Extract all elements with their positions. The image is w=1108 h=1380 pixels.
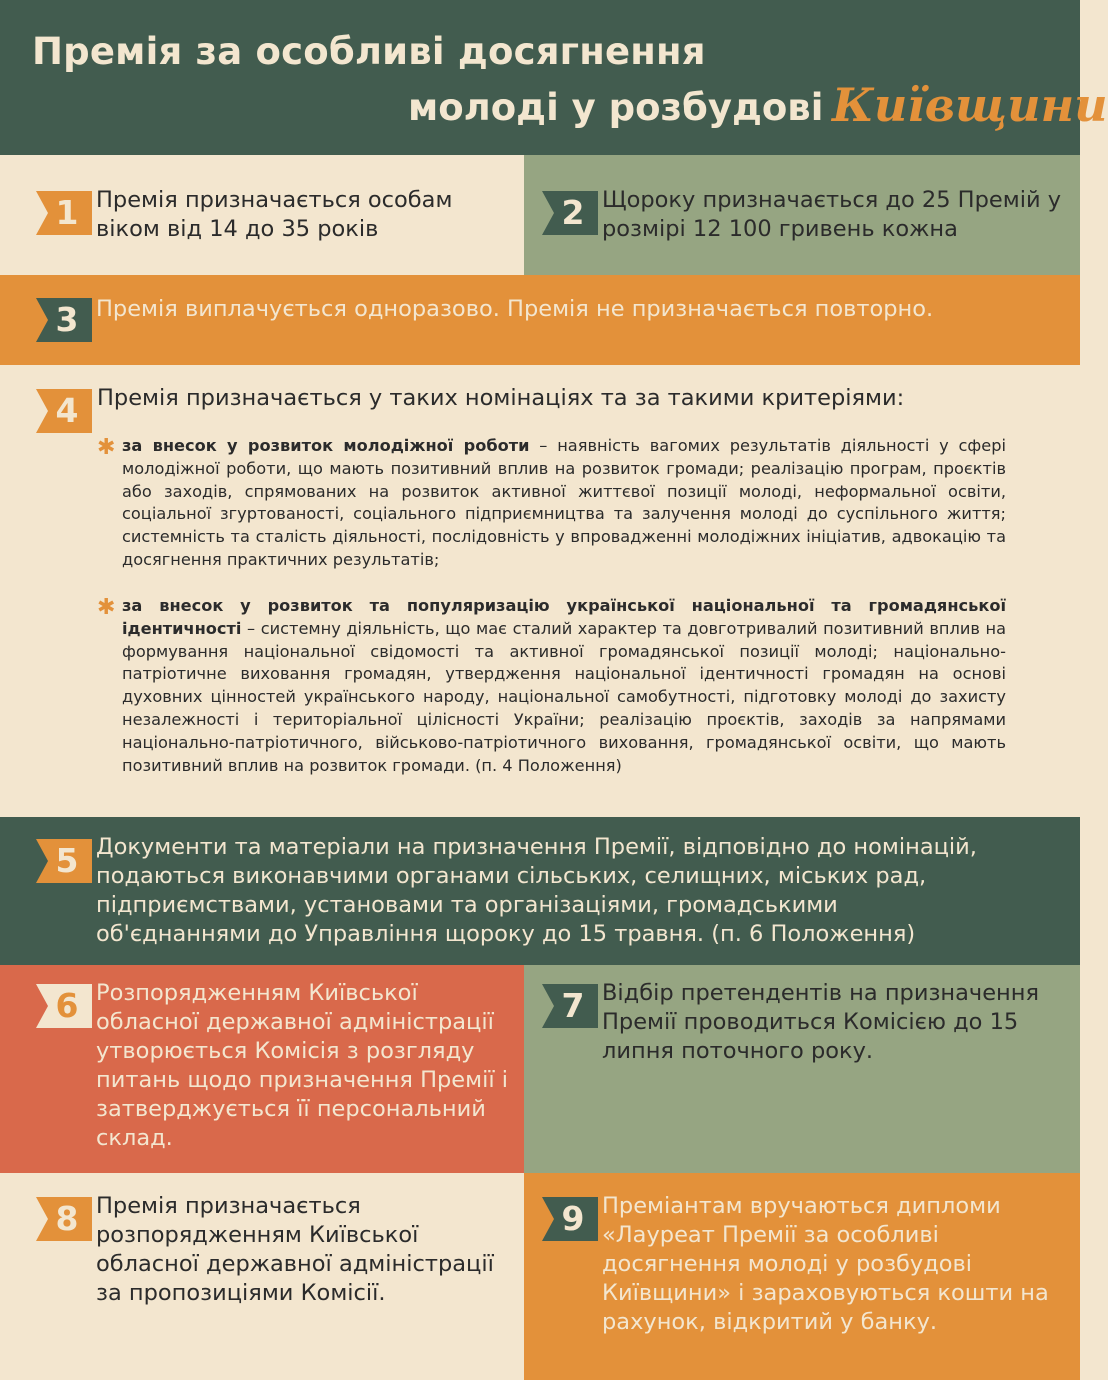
header-banner (0, 0, 1108, 155)
item-6 (0, 965, 524, 1173)
number-badge-9: 9 (542, 1197, 598, 1241)
item-4 (0, 365, 1080, 817)
number-badge-7: 7 (542, 984, 598, 1028)
asterisk-icon: ✱ (97, 435, 116, 460)
criterion-1-body: – наявність вагомих результатів діяльності у сфері молодіжної роботи, що мають позитивний вплив на розвиток громади; реалізацію програм, проєктів або заходів, спрямованих на розвиток активної життєвої позиції молоді, неформальної освіти, соціальної згуртованості, соціального підприємництва та залучення молоді до суспільного життя; системність та сталість діяльності, послідовність у впровадженні молодіжних ініціатив, адвокацію та досягнення практичних результатів; (122, 436, 1006, 569)
item-9 (524, 1173, 1080, 1380)
item-1 (0, 155, 524, 275)
item-8 (0, 1173, 524, 1380)
page-title-line2: молоді у розбудові (408, 86, 824, 129)
item-5-text: Документи та матеріали на призначення Премії, відповідно до номінацій, подаються виконавчими органами сільських, селищних, міських рад, підприємствами, установами та організаціями, громадськими об'єднаннями до Управління щороку до 15 травня. (п. 6 Положення) (96, 834, 977, 947)
criterion-1-title: за внесок у розвиток молодіжної роботи (122, 436, 530, 455)
number-badge-5: 5 (36, 839, 92, 883)
number-badge-8: 8 (36, 1197, 92, 1241)
asterisk-icon: ✱ (97, 595, 116, 620)
number-badge-1: 1 (36, 191, 92, 235)
page-title-brand: Київщини (832, 78, 1108, 132)
item-3 (0, 275, 1080, 365)
criterion-2 (122, 595, 1006, 777)
item-3-text: Премія виплачується одноразово. Премія не призначається повторно. (96, 296, 934, 322)
item-5 (0, 817, 1080, 965)
number-badge-3: 3 (36, 298, 92, 342)
item-9-text: Преміантам вручаються дипломи «Лауреат Премії за особливі досягнення молоді у розбудові Київщини» і зараховуються кошти на рахунок, відкритий у банку. (602, 1193, 1049, 1335)
criterion-1 (122, 435, 1006, 572)
number-badge-2: 2 (542, 191, 598, 235)
criterion-2-title: за внесок у розвиток та популяризацію української національної та громадянської ідентичності (122, 596, 1006, 638)
page-title-line1: Премія за особливі досягнення (32, 30, 706, 73)
item-7 (524, 965, 1080, 1173)
number-badge-4: 4 (36, 389, 92, 433)
item-2-text: Щороку призначається до 25 Премій у розмірі 12 100 гривень кожна (602, 187, 1062, 242)
criterion-2-body: – системну діяльність, що має сталий характер та довготривалий позитивний вплив на формування національної свідомості та активної громадянської позиції молоді; національно-патріотичне виховання громадян, утвердження національної ідентичності громадян на основі духовних цінностей українського народу, національної самобутності, підготовку молоді до захисту незалежності і територіальної цілісності України; реалізацію проєктів, заходів за напрямами національно-патріотичного, військово-патріотичного виховання, громадянської освіти, що мають позитивний вплив на розвиток громади. (п. 4 Положення) (122, 618, 1006, 775)
item-4-text: Премія призначається у таких номінаціях та за такими критеріями: (97, 385, 905, 411)
item-2 (524, 155, 1080, 275)
item-7-text: Відбір претендентів на призначення Премії проводиться Комісією до 15 липня поточного року. (602, 980, 1040, 1064)
item-1-text: Премія призначається особам віком від 14 до 35 років (96, 187, 453, 242)
item-8-text: Премія призначається розпорядженням Київської обласної державної адміністрації за пропозиціями Комісії. (96, 1193, 494, 1306)
number-badge-6: 6 (36, 984, 92, 1028)
item-6-text: Розпорядженням Київської обласної державної адміністрації утворюється Комісія з розгляду питань щодо призначення Премії і затверджується її персональний склад. (96, 980, 509, 1151)
